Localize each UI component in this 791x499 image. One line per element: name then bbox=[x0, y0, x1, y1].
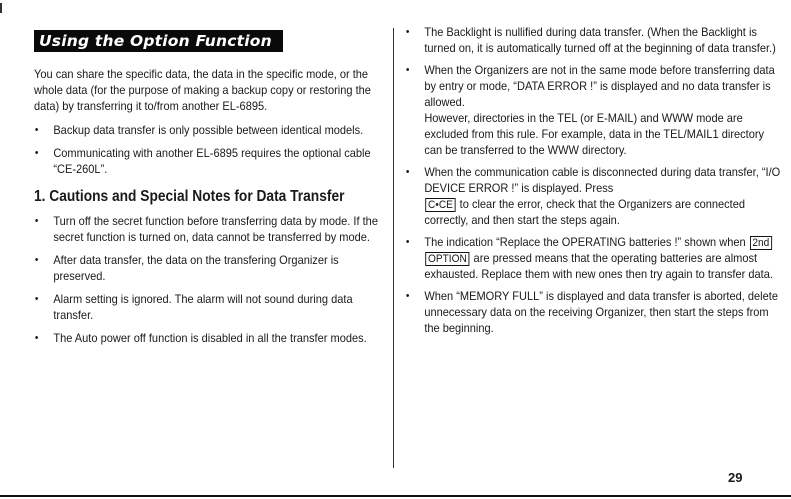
note-bullet-list bbox=[405, 24, 781, 336]
page-number: 29 bbox=[728, 470, 743, 485]
cce-key: C•CE bbox=[425, 198, 455, 212]
list-item-text: The Auto power off function is disabled in all the transfer modes. bbox=[53, 331, 367, 345]
caution-bullet-list bbox=[34, 213, 378, 346]
list-item-text: The indication “Replace the OPERATING batteries !” shown when bbox=[424, 235, 746, 249]
edge-mark bbox=[0, 3, 2, 13]
option-key: OPTION bbox=[425, 252, 469, 266]
bullet-icon: • bbox=[405, 64, 410, 76]
bullet-icon: • bbox=[405, 26, 410, 38]
list-item bbox=[405, 288, 781, 336]
list-item-text: Communicating with another EL-6895 requires the optional cable “CE-260L”. bbox=[53, 146, 371, 176]
list-item-text: When the Organizers are not in the same mode before transferring data by entry or mode, “DATA ERROR !” is displayed and no data transfer is allowed. bbox=[424, 63, 775, 109]
list-item-text: to clear the error, check that the Organizers are connected correctly, and then start the steps again. bbox=[424, 197, 746, 227]
list-item-text: However, directories in the TEL (or E-MAIL) and WWW mode are excluded from this rule. For example, data in the TEL/MAIL1 directory can be transferred to the WWW directory. bbox=[424, 111, 765, 157]
2nd-key: 2nd bbox=[750, 236, 772, 250]
column-divider bbox=[393, 28, 394, 468]
right-column bbox=[405, 24, 781, 342]
left-column bbox=[34, 30, 378, 353]
list-item bbox=[34, 330, 394, 346]
intro-paragraph: You can share the specific data, the data in the specific mode, or the whole data (for the purpose of making a backup copy or restoring the data) by transferring it to/from another EL-6895. bbox=[34, 67, 371, 113]
section-banner: Using the Option Function bbox=[34, 30, 283, 52]
list-item bbox=[34, 122, 394, 138]
section-heading: 1. Cautions and Special Notes for Data Transfer bbox=[34, 188, 345, 205]
intro-bullet-list bbox=[34, 122, 378, 177]
list-item-text: Turn off the secret function before transferring data by mode. If the secret function is turned on, data cannot be transferred by mode. bbox=[53, 214, 378, 244]
bullet-icon: • bbox=[34, 293, 39, 305]
list-item-text: The Backlight is nullified during data transfer. (When the Backlight is turned on, it is automatically turned off at the beginning of data transfer.) bbox=[424, 25, 776, 55]
list-item bbox=[34, 213, 394, 245]
list-item-text: are pressed means that the operating batteries are almost exhausted. Replace them with new ones then try again to transfer data. bbox=[424, 251, 773, 281]
bullet-icon: • bbox=[34, 254, 39, 266]
list-item bbox=[405, 234, 781, 282]
bottom-rule bbox=[0, 495, 791, 497]
bullet-icon: • bbox=[34, 215, 39, 227]
bullet-icon: • bbox=[405, 236, 410, 248]
list-item-text: Alarm setting is ignored. The alarm will not sound during data transfer. bbox=[53, 292, 353, 322]
list-item bbox=[405, 62, 781, 158]
bullet-icon: • bbox=[405, 290, 410, 302]
list-item bbox=[34, 291, 394, 323]
list-item bbox=[405, 164, 781, 228]
list-item-text: After data transfer, the data on the transfering Organizer is preserved. bbox=[53, 253, 339, 283]
bullet-icon: • bbox=[405, 166, 410, 178]
list-item bbox=[34, 252, 394, 284]
list-item-text: Backup data transfer is only possible between identical models. bbox=[53, 123, 364, 137]
list-item-text: When the communication cable is disconnected during data transfer, “I/O DEVICE ERROR !” is displayed. Press bbox=[424, 165, 781, 195]
list-item bbox=[405, 24, 781, 56]
bullet-icon: • bbox=[34, 124, 39, 136]
list-item bbox=[34, 145, 394, 177]
list-item-text: When “MEMORY FULL” is displayed and data transfer is aborted, delete unnecessary data on the receiving Organizer, then start the steps from the beginning. bbox=[424, 289, 778, 335]
bullet-icon: • bbox=[34, 332, 39, 344]
bullet-icon: • bbox=[34, 147, 39, 159]
